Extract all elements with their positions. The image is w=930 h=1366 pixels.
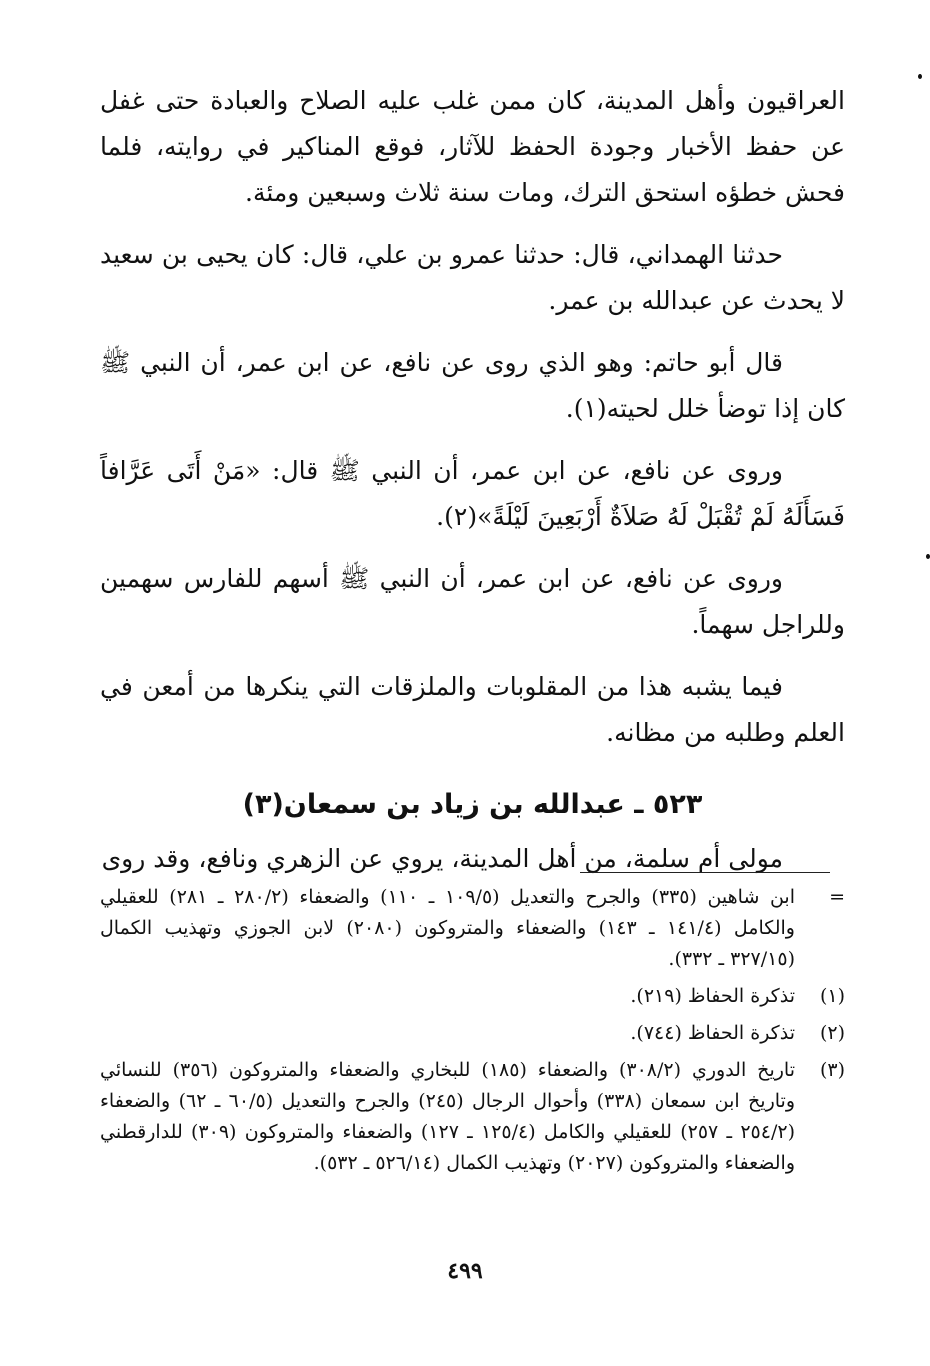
main-text [100, 78, 845, 898]
scan-speck [926, 554, 930, 559]
paragraph-maqlubat: فيما يشبه هذا من المقلوبات والملزقات التي ينكرها من أمعن في العلم وطلبه من مظانه. [100, 672, 845, 747]
footnote-mark: (٣) [819, 1059, 845, 1081]
footnote-3 [100, 1055, 845, 1179]
footnote-mark: = [829, 886, 845, 908]
paragraph-hamdani: حدثنا الهمداني، قال: حدثنا عمرو بن علي، قال: كان يحيى بن سعيد لا يحدث عن عبدالله بن عمر. [100, 240, 845, 315]
footnote-text: تذكرة الحفاظ (٧٤٤). [630, 1022, 795, 1044]
footnote-mark: (٢) [819, 1022, 845, 1044]
paragraph-entry-start: مولى أم سلمة، من أهل المدينة، يروي عن الزهري ونافع، وقد روى [101, 844, 783, 873]
footnote-text: ابن شاهين (٣٣٥) والجرح والتعديل (١٠٩/٥ ـ ١١٠) والضعفاء (٢٨٠/٢ ـ ٢٨١) للعقيلي والكامل (١٤١/٤ ـ ١٤٣) والضعفاء والمتروكون (٢٠٨٠) لابن الجوزي وتهذيب الكمال (٣٢٧/١٥ ـ ٣٣٢). [100, 886, 795, 970]
footnotes [100, 882, 845, 1185]
entry-heading: ٥٢٣ ـ عبدالله بن زياد بن سمعان(٣) [242, 789, 703, 820]
footnote-2 [100, 1018, 845, 1049]
footnote-mark: (١) [819, 985, 845, 1007]
paragraph-continuation: العراقيون وأهل المدينة، كان ممن غلب عليه الصلاح والعبادة حتى غفل عن حفظ الأخبار وجودة الحفظ للآثار، فوقع المناكير في روايته، فلما فحش خطؤه استحق الترك، ومات سنة ثلاث وسبعين ومئة. [100, 86, 845, 207]
footnote-text: تذكرة الحفاظ (٢١٩). [630, 985, 795, 1007]
footnote-divider [580, 872, 830, 873]
scan-speck [918, 74, 922, 79]
page-number: ٤٩٩ [447, 1258, 483, 1284]
paragraph-arraf-hadith: وروى عن نافع، عن ابن عمر، أن النبي ﷺ قال: «مَنْ أَتَى عَرَّافاً فَسَأَلَهُ لَمْ تُقْبَلْ لَهُ صَلاَةٌ أَرْبَعِينَ لَيْلَةً»(٢). [100, 456, 845, 531]
footnote-continuation [100, 882, 845, 975]
paragraph-abu-hatim: قال أبو حاتم: وهو الذي روى عن نافع، عن ابن عمر، أن النبي ﷺ كان إذا توضأ خلل لحيته(١). [100, 348, 845, 423]
paragraph-fares-hadith: وروى عن نافع، عن ابن عمر، أن النبي ﷺ أسهم للفارس سهمين وللراجل سهماً. [100, 564, 845, 639]
footnote-1 [100, 981, 845, 1012]
footnote-text: تاريخ الدوري (٣٠٨/٢) والضعفاء (١٨٥) للبخاري والضعفاء والمتروكون (٣٥٦) للنسائي وتاريخ ابن سمعان (٣٣٨) وأحوال الرجال (٢٤٥) والجرح والتعديل (٦٠/٥ ـ ٦٢) والضعفاء (٢٥٤/٢ ـ ٢٥٧) للعقيلي والكامل (١٢٥/٤ ـ ١٢٧) والضعفاء والمتروكون (٣٠٩) للدارقطني والضعفاء والمتروكون (٢٠٢٧) وتهذيب الكمال (٥٢٦/١٤ ـ ٥٣٢). [100, 1059, 796, 1174]
